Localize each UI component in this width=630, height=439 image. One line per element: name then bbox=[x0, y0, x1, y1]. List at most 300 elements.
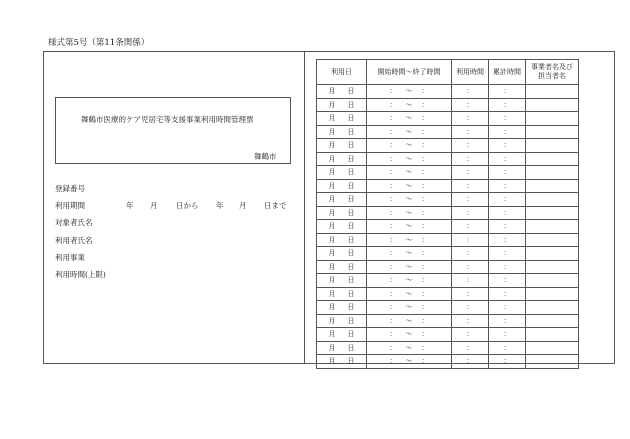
city-name: 舞鶴市 bbox=[254, 152, 277, 161]
row-cumulative-cell[interactable] bbox=[489, 301, 526, 315]
row-colon: ： bbox=[466, 181, 474, 190]
row-colon: ： bbox=[389, 154, 397, 163]
row-colon: ： bbox=[466, 168, 474, 177]
row-date-cell[interactable] bbox=[317, 341, 367, 355]
row-colon: ： bbox=[421, 330, 429, 339]
row-tilde: ～ bbox=[405, 168, 413, 177]
table-row bbox=[317, 274, 579, 288]
table-row bbox=[317, 341, 579, 355]
row-tilde: ～ bbox=[405, 235, 413, 244]
row-month: 月 bbox=[328, 127, 336, 136]
row-time-cell[interactable] bbox=[367, 193, 452, 207]
row-colon: ： bbox=[466, 289, 474, 298]
row-provider-cell[interactable] bbox=[526, 179, 579, 193]
row-colon: ： bbox=[466, 141, 474, 150]
row-month: 月 bbox=[328, 141, 336, 150]
row-time-cell[interactable] bbox=[367, 355, 452, 369]
row-month: 月 bbox=[328, 114, 336, 123]
row-usage-cell[interactable] bbox=[452, 166, 489, 180]
row-date-cell[interactable] bbox=[317, 355, 367, 369]
row-colon: ： bbox=[421, 262, 429, 271]
row-colon: ： bbox=[503, 330, 511, 339]
row-day: 日 bbox=[347, 141, 355, 150]
row-colon: ： bbox=[389, 195, 397, 204]
table-row bbox=[317, 314, 579, 328]
row-usage-cell[interactable] bbox=[452, 287, 489, 301]
row-month: 月 bbox=[328, 316, 336, 325]
row-month: 月 bbox=[328, 330, 336, 339]
row-colon: ： bbox=[466, 316, 474, 325]
row-date-cell[interactable] bbox=[317, 125, 367, 139]
row-time-cell[interactable] bbox=[367, 139, 452, 153]
row-colon: ： bbox=[421, 316, 429, 325]
row-colon: ： bbox=[503, 114, 511, 123]
row-colon: ： bbox=[421, 100, 429, 109]
period-from-year: 年 bbox=[126, 201, 134, 211]
table-row bbox=[317, 139, 579, 153]
row-provider-cell[interactable] bbox=[526, 85, 579, 99]
row-cumulative-cell[interactable] bbox=[489, 206, 526, 220]
row-time-cell[interactable] bbox=[367, 220, 452, 234]
row-tilde: ～ bbox=[405, 208, 413, 217]
row-time-cell[interactable] bbox=[367, 112, 452, 126]
row-day: 日 bbox=[347, 303, 355, 312]
row-usage-cell[interactable] bbox=[452, 260, 489, 274]
row-usage-cell[interactable] bbox=[452, 206, 489, 220]
row-provider-cell[interactable] bbox=[526, 206, 579, 220]
row-provider-cell[interactable] bbox=[526, 112, 579, 126]
row-usage-cell[interactable] bbox=[452, 314, 489, 328]
row-date-cell[interactable] bbox=[317, 220, 367, 234]
row-colon: ： bbox=[421, 357, 429, 366]
usage-hours-limit-label: 利用時間(上限) bbox=[55, 269, 106, 279]
row-cumulative-cell[interactable] bbox=[489, 233, 526, 247]
row-month: 月 bbox=[328, 100, 336, 109]
row-usage-cell[interactable] bbox=[452, 112, 489, 126]
row-month: 月 bbox=[328, 249, 336, 258]
row-colon: ： bbox=[421, 141, 429, 150]
table-row bbox=[317, 179, 579, 193]
row-tilde: ～ bbox=[405, 262, 413, 271]
row-provider-cell[interactable] bbox=[526, 98, 579, 112]
row-cumulative-cell[interactable] bbox=[489, 139, 526, 153]
usage-log-table bbox=[316, 59, 579, 369]
row-colon: ： bbox=[466, 276, 474, 285]
row-colon: ： bbox=[389, 114, 397, 123]
row-colon: ： bbox=[421, 127, 429, 136]
row-colon: ： bbox=[466, 343, 474, 352]
row-tilde: ～ bbox=[405, 114, 413, 123]
row-date-cell[interactable] bbox=[317, 85, 367, 99]
header-time-range: 開始時間～終了時間 bbox=[367, 60, 452, 85]
row-cumulative-cell[interactable] bbox=[489, 260, 526, 274]
row-date-cell[interactable] bbox=[317, 260, 367, 274]
row-colon: ： bbox=[466, 249, 474, 258]
row-cumulative-cell[interactable] bbox=[489, 193, 526, 207]
row-colon: ： bbox=[421, 195, 429, 204]
row-day: 日 bbox=[347, 289, 355, 298]
row-provider-cell[interactable] bbox=[526, 233, 579, 247]
row-date-cell[interactable] bbox=[317, 247, 367, 261]
table-row bbox=[317, 112, 579, 126]
usage-period-row bbox=[55, 200, 287, 217]
row-month: 月 bbox=[328, 222, 336, 231]
row-day: 日 bbox=[347, 262, 355, 271]
row-colon: ： bbox=[466, 330, 474, 339]
field-list bbox=[55, 183, 287, 286]
row-tilde: ～ bbox=[405, 276, 413, 285]
row-month: 月 bbox=[328, 357, 336, 366]
row-colon: ： bbox=[421, 303, 429, 312]
row-colon: ： bbox=[421, 276, 429, 285]
row-colon: ： bbox=[389, 127, 397, 136]
row-date-cell[interactable] bbox=[317, 206, 367, 220]
row-tilde: ～ bbox=[405, 100, 413, 109]
row-month: 月 bbox=[328, 154, 336, 163]
row-provider-cell[interactable] bbox=[526, 166, 579, 180]
row-cumulative-cell[interactable] bbox=[489, 112, 526, 126]
row-colon: ： bbox=[466, 127, 474, 136]
row-day: 日 bbox=[347, 249, 355, 258]
table-row bbox=[317, 220, 579, 234]
row-time-cell[interactable] bbox=[367, 260, 452, 274]
row-cumulative-cell[interactable] bbox=[489, 274, 526, 288]
period-to-year: 年 bbox=[216, 201, 224, 211]
row-cumulative-cell[interactable] bbox=[489, 328, 526, 342]
table-row bbox=[317, 193, 579, 207]
row-month: 月 bbox=[328, 181, 336, 190]
row-date-cell[interactable] bbox=[317, 314, 367, 328]
row-colon: ： bbox=[466, 208, 474, 217]
row-day: 日 bbox=[347, 100, 355, 109]
service-label: 利用事業 bbox=[55, 252, 85, 262]
row-time-cell[interactable] bbox=[367, 98, 452, 112]
person-name-label: 利用者氏名 bbox=[55, 235, 93, 245]
row-provider-cell[interactable] bbox=[526, 287, 579, 301]
row-provider-cell[interactable] bbox=[526, 139, 579, 153]
row-cumulative-cell[interactable] bbox=[489, 247, 526, 261]
row-usage-cell[interactable] bbox=[452, 328, 489, 342]
row-date-cell[interactable] bbox=[317, 274, 367, 288]
row-provider-cell[interactable] bbox=[526, 301, 579, 315]
row-usage-cell[interactable] bbox=[452, 341, 489, 355]
table-row bbox=[317, 355, 579, 369]
row-colon: ： bbox=[503, 235, 511, 244]
row-provider-cell[interactable] bbox=[526, 193, 579, 207]
row-colon: ： bbox=[503, 87, 511, 96]
user-name-label: 対象者氏名 bbox=[55, 218, 93, 228]
row-usage-cell[interactable] bbox=[452, 355, 489, 369]
row-colon: ： bbox=[421, 87, 429, 96]
row-provider-cell[interactable] bbox=[526, 260, 579, 274]
row-provider-cell[interactable] bbox=[526, 125, 579, 139]
row-time-cell[interactable] bbox=[367, 233, 452, 247]
row-provider-cell[interactable] bbox=[526, 247, 579, 261]
row-usage-cell[interactable] bbox=[452, 152, 489, 166]
table-row bbox=[317, 152, 579, 166]
row-colon: ： bbox=[503, 343, 511, 352]
row-month: 月 bbox=[328, 303, 336, 312]
row-cumulative-cell[interactable] bbox=[489, 152, 526, 166]
row-usage-cell[interactable] bbox=[452, 193, 489, 207]
table-row bbox=[317, 260, 579, 274]
row-colon: ： bbox=[503, 127, 511, 136]
usage-period-label: 利用期間 bbox=[55, 201, 85, 211]
table-row bbox=[317, 301, 579, 315]
log-header-row bbox=[317, 60, 579, 85]
row-cumulative-cell[interactable] bbox=[489, 98, 526, 112]
row-day: 日 bbox=[347, 343, 355, 352]
row-colon: ： bbox=[466, 262, 474, 271]
row-colon: ： bbox=[421, 222, 429, 231]
row-tilde: ～ bbox=[405, 154, 413, 163]
row-tilde: ～ bbox=[405, 316, 413, 325]
row-colon: ： bbox=[503, 154, 511, 163]
row-colon: ： bbox=[421, 343, 429, 352]
row-time-cell[interactable] bbox=[367, 206, 452, 220]
row-usage-cell[interactable] bbox=[452, 85, 489, 99]
row-colon: ： bbox=[389, 330, 397, 339]
table-row bbox=[317, 233, 579, 247]
row-colon: ： bbox=[421, 154, 429, 163]
row-day: 日 bbox=[347, 87, 355, 96]
row-colon: ： bbox=[503, 276, 511, 285]
row-usage-cell[interactable] bbox=[452, 98, 489, 112]
form-number: 様式第5号（第11条関係） bbox=[48, 38, 150, 48]
row-usage-cell[interactable] bbox=[452, 301, 489, 315]
row-tilde: ～ bbox=[405, 141, 413, 150]
row-colon: ： bbox=[389, 141, 397, 150]
row-provider-cell[interactable] bbox=[526, 355, 579, 369]
row-time-cell[interactable] bbox=[367, 301, 452, 315]
row-colon: ： bbox=[503, 303, 511, 312]
row-day: 日 bbox=[347, 195, 355, 204]
row-month: 月 bbox=[328, 276, 336, 285]
row-usage-cell[interactable] bbox=[452, 220, 489, 234]
row-day: 日 bbox=[347, 208, 355, 217]
row-colon: ： bbox=[466, 222, 474, 231]
row-colon: ： bbox=[389, 276, 397, 285]
card-title: 舞鶴市医療的ケア児居宅等支援事業利用時間管理票 bbox=[81, 115, 254, 124]
log-body bbox=[317, 85, 579, 369]
row-tilde: ～ bbox=[405, 330, 413, 339]
row-month: 月 bbox=[328, 289, 336, 298]
row-tilde: ～ bbox=[405, 127, 413, 136]
row-tilde: ～ bbox=[405, 249, 413, 258]
row-date-cell[interactable] bbox=[317, 152, 367, 166]
table-row bbox=[317, 206, 579, 220]
row-usage-cell[interactable] bbox=[452, 274, 489, 288]
row-date-cell[interactable] bbox=[317, 233, 367, 247]
row-date-cell[interactable] bbox=[317, 287, 367, 301]
row-colon: ： bbox=[389, 100, 397, 109]
row-cumulative-cell[interactable] bbox=[489, 287, 526, 301]
row-colon: ： bbox=[503, 316, 511, 325]
row-colon: ： bbox=[503, 357, 511, 366]
period-from-month: 月 bbox=[150, 201, 158, 211]
row-colon: ： bbox=[466, 154, 474, 163]
row-provider-cell[interactable] bbox=[526, 220, 579, 234]
row-time-cell[interactable] bbox=[367, 247, 452, 261]
row-colon: ： bbox=[466, 357, 474, 366]
header-usage-date: 利用日 bbox=[317, 60, 367, 85]
row-cumulative-cell[interactable] bbox=[489, 125, 526, 139]
row-date-cell[interactable] bbox=[317, 179, 367, 193]
row-colon: ： bbox=[389, 87, 397, 96]
row-usage-cell[interactable] bbox=[452, 247, 489, 261]
row-cumulative-cell[interactable] bbox=[489, 179, 526, 193]
row-colon: ： bbox=[466, 100, 474, 109]
row-usage-cell[interactable] bbox=[452, 179, 489, 193]
row-colon: ： bbox=[389, 316, 397, 325]
row-time-cell[interactable] bbox=[367, 179, 452, 193]
row-colon: ： bbox=[421, 289, 429, 298]
row-cumulative-cell[interactable] bbox=[489, 220, 526, 234]
row-colon: ： bbox=[389, 303, 397, 312]
row-cumulative-cell[interactable] bbox=[489, 314, 526, 328]
period-to-month: 月 bbox=[239, 201, 247, 211]
period-from-day: 日から bbox=[176, 201, 199, 211]
row-date-cell[interactable] bbox=[317, 166, 367, 180]
row-tilde: ～ bbox=[405, 222, 413, 231]
row-colon: ： bbox=[466, 303, 474, 312]
row-date-cell[interactable] bbox=[317, 112, 367, 126]
center-divider bbox=[304, 52, 305, 363]
row-colon: ： bbox=[503, 141, 511, 150]
row-date-cell[interactable] bbox=[317, 328, 367, 342]
row-month: 月 bbox=[328, 87, 336, 96]
row-day: 日 bbox=[347, 316, 355, 325]
row-day: 日 bbox=[347, 114, 355, 123]
row-tilde: ～ bbox=[405, 181, 413, 190]
header-cumulative-time: 累計時間 bbox=[489, 60, 526, 85]
table-row bbox=[317, 125, 579, 139]
row-day: 日 bbox=[347, 235, 355, 244]
row-colon: ： bbox=[389, 262, 397, 271]
row-day: 日 bbox=[347, 168, 355, 177]
row-colon: ： bbox=[503, 181, 511, 190]
header-provider-name: 事業者名及び 担当者名 bbox=[526, 60, 579, 85]
table-row bbox=[317, 98, 579, 112]
row-time-cell[interactable] bbox=[367, 125, 452, 139]
table-row bbox=[317, 247, 579, 261]
row-date-cell[interactable] bbox=[317, 139, 367, 153]
row-month: 月 bbox=[328, 168, 336, 177]
row-colon: ： bbox=[503, 168, 511, 177]
table-row bbox=[317, 328, 579, 342]
header-usage-time: 利用時間 bbox=[452, 60, 489, 85]
row-day: 日 bbox=[347, 154, 355, 163]
row-colon: ： bbox=[466, 195, 474, 204]
row-month: 月 bbox=[328, 235, 336, 244]
row-provider-cell[interactable] bbox=[526, 314, 579, 328]
row-colon: ： bbox=[503, 208, 511, 217]
row-time-cell[interactable] bbox=[367, 85, 452, 99]
row-provider-cell[interactable] bbox=[526, 341, 579, 355]
row-date-cell[interactable] bbox=[317, 193, 367, 207]
row-colon: ： bbox=[421, 235, 429, 244]
row-colon: ： bbox=[503, 195, 511, 204]
row-day: 日 bbox=[347, 222, 355, 231]
row-tilde: ～ bbox=[405, 357, 413, 366]
row-usage-cell[interactable] bbox=[452, 139, 489, 153]
row-colon: ： bbox=[503, 262, 511, 271]
row-tilde: ～ bbox=[405, 289, 413, 298]
row-provider-cell[interactable] bbox=[526, 152, 579, 166]
row-colon: ： bbox=[389, 208, 397, 217]
row-tilde: ～ bbox=[405, 195, 413, 204]
row-colon: ： bbox=[466, 87, 474, 96]
row-time-cell[interactable] bbox=[367, 314, 452, 328]
row-colon: ： bbox=[389, 235, 397, 244]
row-colon: ： bbox=[503, 222, 511, 231]
registration-number-label: 登録番号 bbox=[55, 184, 85, 193]
row-time-cell[interactable] bbox=[367, 287, 452, 301]
row-colon: ： bbox=[389, 249, 397, 258]
row-day: 日 bbox=[347, 181, 355, 190]
row-provider-cell[interactable] bbox=[526, 328, 579, 342]
table-row bbox=[317, 166, 579, 180]
row-cumulative-cell[interactable] bbox=[489, 166, 526, 180]
row-colon: ： bbox=[389, 181, 397, 190]
row-tilde: ～ bbox=[405, 87, 413, 96]
title-box bbox=[55, 97, 291, 164]
row-tilde: ～ bbox=[405, 343, 413, 352]
table-row bbox=[317, 85, 579, 99]
table-row bbox=[317, 287, 579, 301]
row-colon: ： bbox=[389, 168, 397, 177]
row-month: 月 bbox=[328, 195, 336, 204]
row-usage-cell[interactable] bbox=[452, 125, 489, 139]
row-provider-cell[interactable] bbox=[526, 274, 579, 288]
row-day: 日 bbox=[347, 330, 355, 339]
row-day: 日 bbox=[347, 127, 355, 136]
row-colon: ： bbox=[503, 289, 511, 298]
row-usage-cell[interactable] bbox=[452, 233, 489, 247]
row-colon: ： bbox=[421, 168, 429, 177]
row-date-cell[interactable] bbox=[317, 301, 367, 315]
row-date-cell[interactable] bbox=[317, 98, 367, 112]
row-month: 月 bbox=[328, 262, 336, 271]
row-colon: ： bbox=[421, 181, 429, 190]
row-time-cell[interactable] bbox=[367, 152, 452, 166]
row-colon: ： bbox=[503, 249, 511, 258]
row-cumulative-cell[interactable] bbox=[489, 355, 526, 369]
row-colon: ： bbox=[421, 114, 429, 123]
row-colon: ： bbox=[389, 357, 397, 366]
row-colon: ： bbox=[466, 114, 474, 123]
row-time-cell[interactable] bbox=[367, 166, 452, 180]
row-day: 日 bbox=[347, 276, 355, 285]
row-colon: ： bbox=[421, 208, 429, 217]
row-month: 月 bbox=[328, 208, 336, 217]
row-cumulative-cell[interactable] bbox=[489, 341, 526, 355]
row-month: 月 bbox=[328, 343, 336, 352]
management-card bbox=[43, 51, 615, 364]
row-time-cell[interactable] bbox=[367, 341, 452, 355]
row-tilde: ～ bbox=[405, 303, 413, 312]
row-colon: ： bbox=[466, 235, 474, 244]
row-day: 日 bbox=[347, 357, 355, 366]
row-colon: ： bbox=[421, 249, 429, 258]
row-time-cell[interactable] bbox=[367, 328, 452, 342]
row-colon: ： bbox=[389, 289, 397, 298]
row-time-cell[interactable] bbox=[367, 274, 452, 288]
row-colon: ： bbox=[503, 100, 511, 109]
row-cumulative-cell[interactable] bbox=[489, 85, 526, 99]
row-colon: ： bbox=[389, 222, 397, 231]
row-colon: ： bbox=[389, 343, 397, 352]
